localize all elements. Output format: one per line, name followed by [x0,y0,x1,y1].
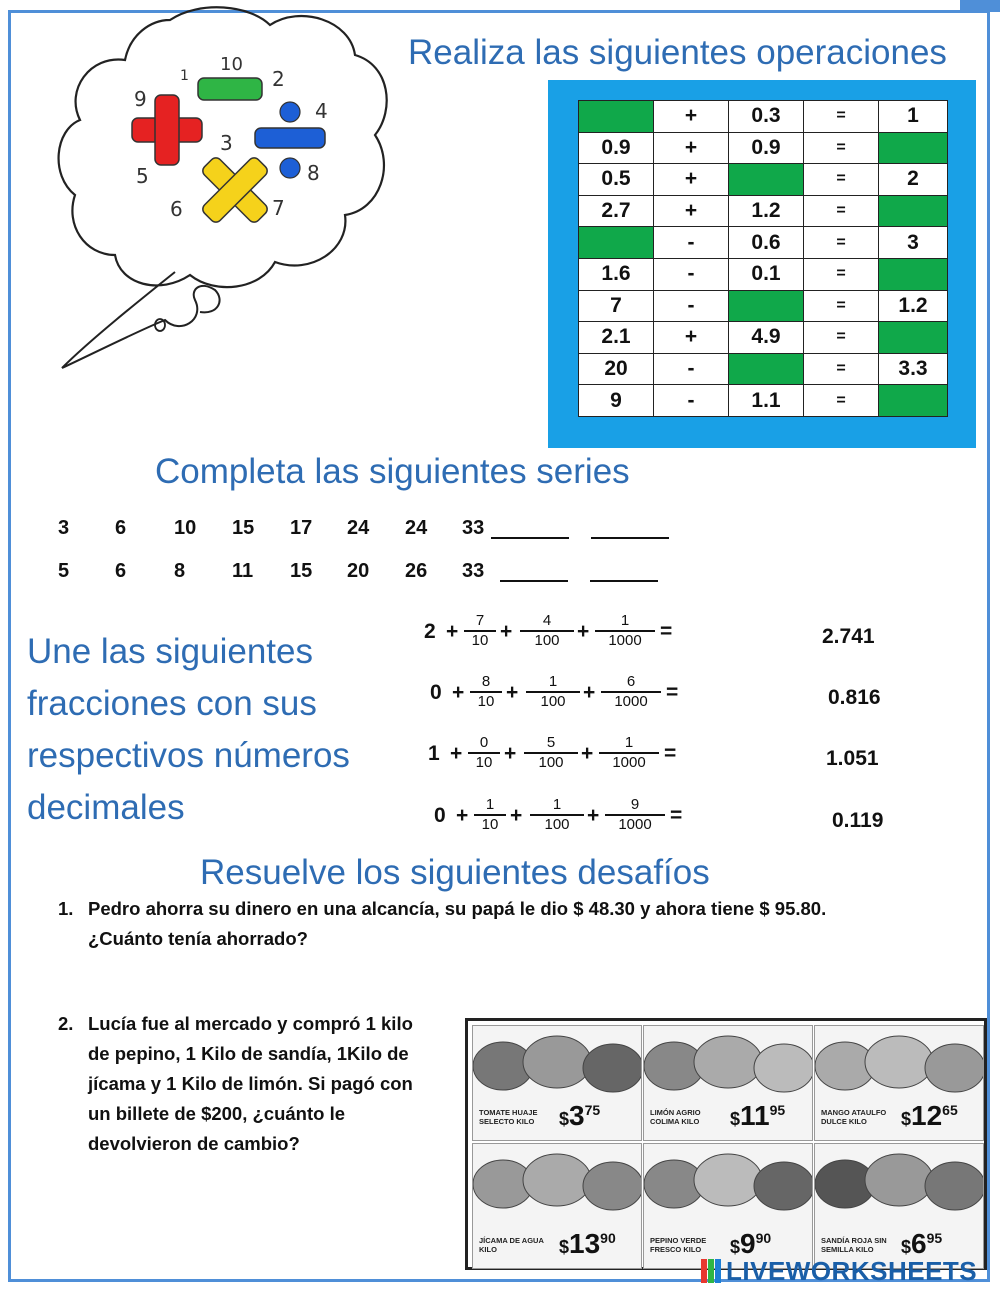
operation-row [579,353,948,385]
series-number: 11 [232,560,254,582]
problem-1-line-2: ¿Cuánto tenía ahorrado? [88,928,308,949]
product-price [559,1100,600,1132]
plus-sign: + [446,620,459,643]
fractions-heading-line-1: Une las siguientes [27,632,313,671]
clip-digit: 1 [180,68,189,84]
decimal-option[interactable]: 2.741 [822,625,875,648]
clip-digit: 5 [136,164,149,188]
series-number: 15 [232,517,255,539]
produce-shape [925,1044,983,1092]
numerator: 9 [630,796,640,813]
bubble-tail [62,272,220,368]
price-dollars: 3 [569,1100,585,1131]
clip-digit: 4 [315,99,328,123]
produce-shape [583,1044,641,1092]
whole-number: 1 [428,742,440,765]
product-tile [472,1025,642,1141]
currency-symbol: $ [730,1237,741,1257]
operation-row [579,132,948,164]
denominator: 1000 [618,815,652,833]
price-cents: 90 [600,1230,616,1246]
product-photo [815,1026,983,1100]
currency-symbol: $ [901,1109,912,1129]
currency-symbol: $ [559,1237,570,1257]
whole-number: 0 [430,681,442,704]
fractions-heading-line-4: decimales [27,788,185,827]
problem-2-line-1: Lucía fue al mercado y compró 1 kilo [88,1013,413,1034]
currency-symbol: $ [901,1237,912,1257]
plus-sign: + [452,681,465,704]
product-label: SANDÍA ROJA SIN SEMILLA KILO [821,1236,887,1254]
operations-table-frame [548,80,976,448]
problem-2-line-3: jícama y 1 Kilo de limón. Si pagó con [88,1073,413,1094]
numerator: 6 [626,673,636,690]
math-clipart [50,0,400,380]
price-cents: 95 [926,1230,943,1246]
operand-cell: 20 [579,353,654,385]
numerator: 1 [548,673,558,690]
price-dollars: 12 [911,1100,943,1131]
minus-icon [198,78,262,100]
answer-box[interactable] [879,195,948,227]
challenges-heading: Resuelve los siguientes desafíos [200,853,710,892]
decimal-option[interactable]: 0.119 [832,809,884,832]
problem-2-line-4: un billete de $200, ¿cuánto le [88,1103,346,1124]
produce-shape [523,1154,591,1206]
operand-cell: 1.6 [579,258,654,290]
clip-digit: 8 [307,161,320,185]
operand-cell: 0.9 [729,132,804,164]
operation-row [579,164,948,196]
denominator: 100 [534,631,560,649]
equals-cell: = [804,101,879,133]
product-label: PEPINO VERDE FRESCO KILO [650,1236,707,1254]
fraction [468,734,500,772]
operator-cell: + [654,132,729,164]
fraction [464,612,496,650]
series-number: 26 [405,560,428,582]
product-label: TOMATE HUAJE SELECTO KILO [479,1108,538,1126]
produce-shape [865,1154,933,1206]
equals-cell: = [804,132,879,164]
operator-cell: + [654,101,729,133]
numerator: 0 [479,734,489,751]
operand-cell: 4.9 [729,322,804,354]
clip-digit: 2 [272,67,285,91]
fraction [530,796,584,834]
produce-shape [694,1036,762,1088]
operand-cell: 3 [879,227,948,259]
currency-symbol: $ [730,1109,741,1129]
operation-row [579,322,948,354]
operand-cell: 2 [879,164,948,196]
equals-cell: = [804,322,879,354]
denominator: 100 [544,815,570,833]
produce-shape [925,1162,983,1210]
liveworksheets-logo-icon [700,1258,722,1284]
equals-sign: = [666,681,679,704]
fraction [470,673,502,711]
produce-shape [523,1036,591,1088]
price-dollars: 9 [740,1228,756,1259]
operand-cell: 1.2 [729,195,804,227]
plus-sign: + [583,681,596,704]
denominator: 10 [477,692,495,710]
operator-cell: + [654,164,729,196]
numerator: 1 [624,734,634,751]
produce-shape [754,1162,812,1210]
series-number: 15 [290,560,313,582]
fraction [474,796,506,834]
produce-shape [754,1044,812,1092]
product-tile [643,1143,813,1269]
clip-digit: 10 [220,54,243,75]
denominator: 10 [475,753,493,771]
answer-box[interactable] [579,227,654,259]
operation-row [579,290,948,322]
operand-cell: 3.3 [879,353,948,385]
fraction [601,673,661,711]
equals-cell: = [804,227,879,259]
series-number: 6 [115,560,127,582]
series-number: 10 [174,517,197,539]
fractions-heading-line-3: respectivos números [27,736,350,775]
series-answer-blank[interactable] [591,537,669,539]
clip-digit: 3 [220,131,233,155]
operand-cell: 0.9 [579,132,654,164]
answer-box[interactable] [729,353,804,385]
operations-heading: Realiza las siguientes operaciones [408,33,947,72]
operation-row [579,258,948,290]
currency-symbol: $ [559,1109,570,1129]
series-number: 24 [405,517,428,539]
plus-sign: + [577,620,590,643]
operand-cell: 1 [879,101,948,133]
price-cents: 95 [769,1102,786,1118]
numerator: 5 [546,734,556,751]
operator-cell: - [654,258,729,290]
series-number: 8 [174,560,186,582]
answer-box[interactable] [879,385,948,417]
operand-cell: 2.7 [579,195,654,227]
operation-row [579,101,948,133]
operator-cell: - [654,290,729,322]
product-price [901,1100,958,1132]
fractions-heading-line-2: fracciones con sus [27,684,317,723]
denominator: 100 [540,692,566,710]
market-price-photo [465,1018,987,1270]
numerator: 7 [475,612,485,629]
price-cents: 75 [584,1102,601,1118]
series-number: 20 [347,560,370,582]
operation-row [579,385,948,417]
decimal-option[interactable]: 1.051 [826,747,879,770]
plus-sign: + [456,804,469,827]
operand-cell: 9 [579,385,654,417]
product-photo [473,1144,641,1228]
denominator: 1000 [612,753,646,771]
brand-watermark: LIVEWORKSHEETS [726,1256,978,1286]
numerator: 4 [542,612,552,629]
equals-cell: = [804,164,879,196]
product-tile [472,1143,642,1269]
fraction [524,734,578,772]
product-photo [473,1026,641,1100]
series-answer-blank[interactable] [590,580,658,582]
operation-row [579,195,948,227]
denominator: 10 [481,815,499,833]
clip-digit: 6 [170,197,183,221]
problem-1-line-1: Pedro ahorra su dinero en una alcancía, su papá le dio $ 48.30 y ahora tiene $ 95.80. [88,898,827,919]
whole-number: 0 [434,804,446,827]
equals-sign: = [670,804,683,827]
operand-cell: 2.1 [579,322,654,354]
price-cents: 65 [942,1102,958,1118]
operand-cell: 1.2 [879,290,948,322]
numerator: 1 [552,796,562,813]
product-price [559,1228,616,1260]
price-dollars: 6 [911,1228,927,1259]
product-label: LIMÓN AGRIO COLIMA KILO [650,1108,701,1126]
answer-box[interactable] [579,101,654,133]
clip-digit: 9 [134,87,147,111]
product-price [730,1100,785,1132]
problem-2-number: 2. [58,1013,74,1034]
plus-sign: + [504,742,517,765]
series-number: 6 [115,517,127,539]
operations-table [578,100,948,417]
series-number: 5 [58,560,70,582]
answer-box[interactable] [729,290,804,322]
produce-shape [583,1162,641,1210]
answer-box[interactable] [879,258,948,290]
plus-sign: + [581,742,594,765]
produce-shape [865,1036,933,1088]
problem-2-line-5: devolvieron de cambio? [88,1133,300,1154]
answer-box[interactable] [729,164,804,196]
problem-2-line-2: de pepino, 1 Kilo de sandía, 1Kilo de [88,1043,409,1064]
equals-cell: = [804,353,879,385]
decimal-option[interactable]: 0.816 [828,686,881,709]
operator-cell: + [654,195,729,227]
product-label: JÍCAMA DE AGUA KILO [479,1236,544,1254]
numerator: 8 [481,673,491,690]
price-cents: 90 [755,1230,772,1246]
problem-1-number: 1. [58,898,74,919]
numerator: 1 [485,796,495,813]
equals-sign: = [660,620,673,643]
numerator: 1 [620,612,630,629]
series-answer-blank[interactable] [500,580,568,582]
series-heading: Completa las siguientes series [155,452,630,491]
answer-box[interactable] [879,322,948,354]
series-number: 17 [290,517,313,539]
product-tile [814,1025,984,1141]
denominator: 1000 [608,631,642,649]
product-photo [644,1026,812,1100]
fraction [595,612,655,650]
operand-cell: 0.3 [729,101,804,133]
produce-shape [694,1154,762,1206]
product-photo [815,1144,983,1228]
product-photo [644,1144,812,1228]
whole-number: 2 [424,620,436,643]
product-tile [643,1025,813,1141]
plus-sign: + [587,804,600,827]
operator-cell: - [654,227,729,259]
operand-cell: 7 [579,290,654,322]
series-number: 24 [347,517,370,539]
fraction [605,796,665,834]
series-number: 33 [462,517,485,539]
fraction [599,734,659,772]
operation-row [579,227,948,259]
equals-cell: = [804,258,879,290]
plus-sign: + [450,742,463,765]
operator-cell: - [654,385,729,417]
series-number: 33 [462,560,485,582]
equals-cell: = [804,385,879,417]
series-answer-blank[interactable] [491,537,569,539]
equals-sign: = [664,742,677,765]
series-number: 3 [58,517,70,539]
equals-cell: = [804,290,879,322]
clip-digit: 7 [272,196,285,220]
multiply-icon [181,136,288,243]
operand-cell: 0.1 [729,258,804,290]
fraction [520,612,574,650]
answer-box[interactable] [879,132,948,164]
fraction [526,673,580,711]
plus-sign: + [510,804,523,827]
operand-cell: 0.6 [729,227,804,259]
plus-sign: + [506,681,519,704]
operator-cell: + [654,322,729,354]
equals-cell: = [804,195,879,227]
operand-cell: 1.1 [729,385,804,417]
frame-corner [960,0,1000,12]
denominator: 1000 [614,692,648,710]
product-label: MANGO ATAULFO DULCE KILO [821,1108,887,1126]
operator-cell: - [654,353,729,385]
plus-sign: + [500,620,513,643]
price-dollars: 13 [569,1228,601,1259]
denominator: 10 [471,631,489,649]
price-dollars: 11 [740,1100,770,1131]
operand-cell: 0.5 [579,164,654,196]
product-tile [814,1143,984,1269]
denominator: 100 [538,753,564,771]
